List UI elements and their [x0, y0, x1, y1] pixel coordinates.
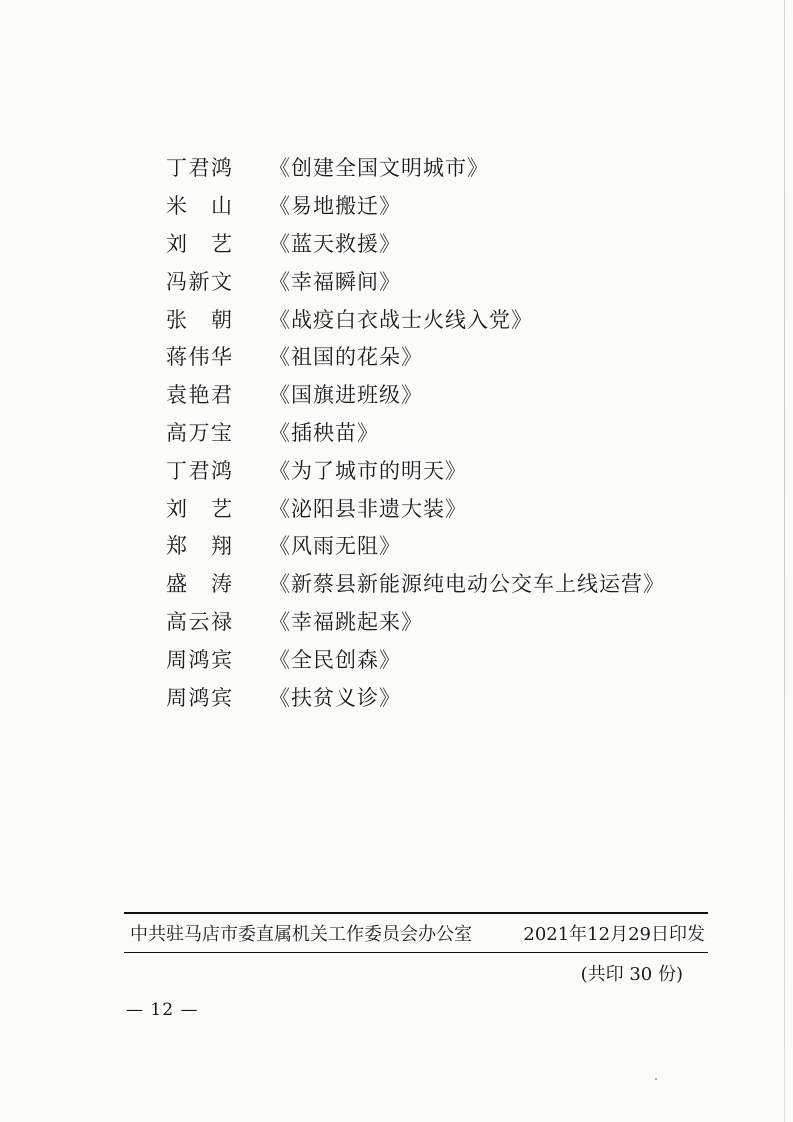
author-cell [166, 458, 269, 483]
author-name: 袁 艳 君 [166, 383, 232, 408]
author-cell [166, 196, 269, 217]
author-name: 周 鸿 宾 [166, 685, 232, 710]
footer-bottom-rule [124, 952, 708, 953]
work-row [166, 528, 726, 566]
work-title: 《全民创森》 [269, 647, 401, 672]
author-cell [166, 685, 269, 710]
author-name: 丁 君 鸿 [166, 156, 232, 181]
print-copies: (共印 30 份) [580, 964, 683, 985]
work-row [166, 415, 726, 453]
work-title: 《易地搬迁》 [269, 194, 401, 219]
author-name: 高 万 宝 [166, 420, 232, 445]
author-cell [166, 158, 269, 179]
work-title: 《国旗进班级》 [269, 383, 423, 408]
work-title: 《为了城市的明天》 [269, 458, 467, 483]
work-row [166, 452, 726, 490]
scan-speck [655, 1078, 657, 1080]
work-row [166, 150, 726, 188]
author-cell [166, 609, 269, 634]
issue-date: 2021年12月29日印发 [523, 923, 705, 945]
work-row [166, 226, 726, 264]
work-row [166, 604, 726, 642]
work-row [166, 301, 726, 339]
works-list [166, 150, 726, 717]
author-cell [166, 307, 269, 332]
work-title: 《战疫白衣战士火线入党》 [269, 307, 533, 332]
work-title: 《扶贫义诊》 [269, 685, 401, 710]
author-name: 刘 艺 [166, 496, 232, 521]
issue-footer [124, 912, 708, 953]
work-row [166, 679, 726, 717]
work-title: 《幸福跳起来》 [269, 609, 423, 634]
author-name: 丁 君 鸿 [166, 458, 232, 483]
author-name: 郑 翔 [166, 534, 232, 559]
author-name: 高 云 禄 [166, 609, 232, 634]
work-row [166, 263, 726, 301]
work-title: 《新蔡县新能源纯电动公交车上线运营》 [269, 572, 665, 597]
author-cell [166, 231, 269, 256]
work-title: 《插秧苗》 [269, 420, 379, 445]
author-name: 刘 艺 [166, 231, 232, 256]
work-row [166, 490, 726, 528]
author-cell [166, 496, 269, 521]
author-name: 蒋 伟 华 [166, 345, 232, 370]
work-row [166, 339, 726, 377]
author-cell [166, 269, 269, 294]
author-name: 米 山 [166, 194, 232, 219]
author-name: 盛 涛 [166, 572, 232, 597]
work-title: 《幸福瞬间》 [269, 269, 401, 294]
work-row [166, 188, 726, 226]
author-cell [166, 347, 269, 368]
issue-row [124, 914, 708, 952]
author-cell [166, 420, 269, 445]
author-cell [166, 385, 269, 406]
author-name: 周 鸿 宾 [166, 647, 232, 672]
author-cell [166, 647, 269, 672]
page-number: — 12 — [126, 1000, 199, 1020]
scan-edge-line [784, 0, 785, 1122]
author-name: 冯 新 文 [166, 269, 232, 294]
work-title: 《祖国的花朵》 [269, 345, 423, 370]
work-title: 《风雨无阻》 [269, 534, 401, 559]
issuer-name: 中共驻马店市委直属机关工作委员会办公室 [130, 923, 472, 945]
author-name: 张 朝 [166, 307, 232, 332]
work-row [166, 566, 726, 604]
work-row [166, 377, 726, 415]
work-title: 《泌阳县非遗大装》 [269, 496, 467, 521]
author-cell [166, 536, 269, 557]
work-row [166, 641, 726, 679]
author-cell [166, 574, 269, 595]
work-title: 《蓝天救援》 [269, 231, 401, 256]
work-title: 《创建全国文明城市》 [269, 156, 489, 181]
